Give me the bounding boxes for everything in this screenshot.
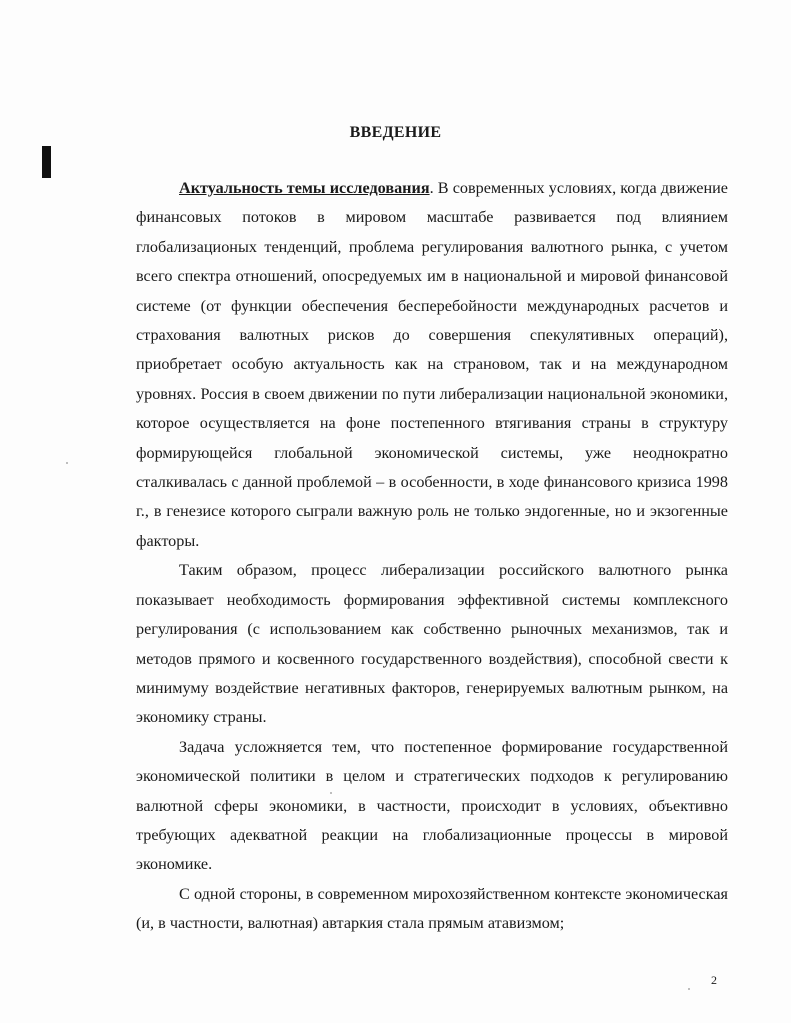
paragraph-4: С одной стороны, в современном мирохозяйственном контексте экономическая (и, в частности, валютная) автаркия стала прямым атавизмом; [136, 884, 728, 933]
lead-heading: Актуальность темы исследования [179, 179, 430, 197]
body-text [136, 174, 728, 939]
scan-speck [688, 988, 690, 990]
scan-margin-mark [42, 146, 51, 178]
paragraph-1-text: . В современных условиях, когда движение финансовых потоков в мировом масштабе развивается под влиянием глобализационых тенденций, проблема регулирования валютного рынка, с учетом всего спектра отношений, опосредуемых им в национальной и мировой финансовой системе (от функции обеспечения бесперебойности международных расчетов и страхования валютных рисков до совершения спекулятивных операций), приобретает особую актуальность как на страновом, так и на международном уровнях. Россия в своем движении по пути либерализации национальной экономики, которое осуществляется на фоне постепенного втягивания страны в структуру формирующейся глобальной экономической системы, уже неоднократно сталкивалась с данной проблемой – в особенности, в ходе финансового кризиса 1998 г., в генезисе которого сыграли важную роль не только эндогенные, но и экзогенные факторы. [136, 179, 728, 550]
paragraph-1 [136, 174, 728, 556]
page-number: 2 [711, 973, 717, 987]
paragraph-2: Таким образом, процесс либерализации российского валютного рынка показывает необходимость формирования эффективной системы комплексного регулирования (с использованием как собственно рыночных механизмов, так и методов прямого и косвенного государственного воздействия), способной свести к минимуму воздействие негативных факторов, генерируемых валютным рынком, на экономику страны. [136, 561, 728, 727]
scan-speck [66, 462, 68, 464]
scan-speck [330, 792, 332, 794]
page-title: ВВЕДЕНИЕ [349, 124, 442, 141]
paragraph-3: Задача усложняется тем, что постепенное формирование государственной экономической политики в целом и стратегических подходов к регулированию валютной сферы экономики, в частности, происходит в условиях, объективно требующих адекватной реакции на глобализационные процессы в мировой экономике. [136, 737, 728, 874]
